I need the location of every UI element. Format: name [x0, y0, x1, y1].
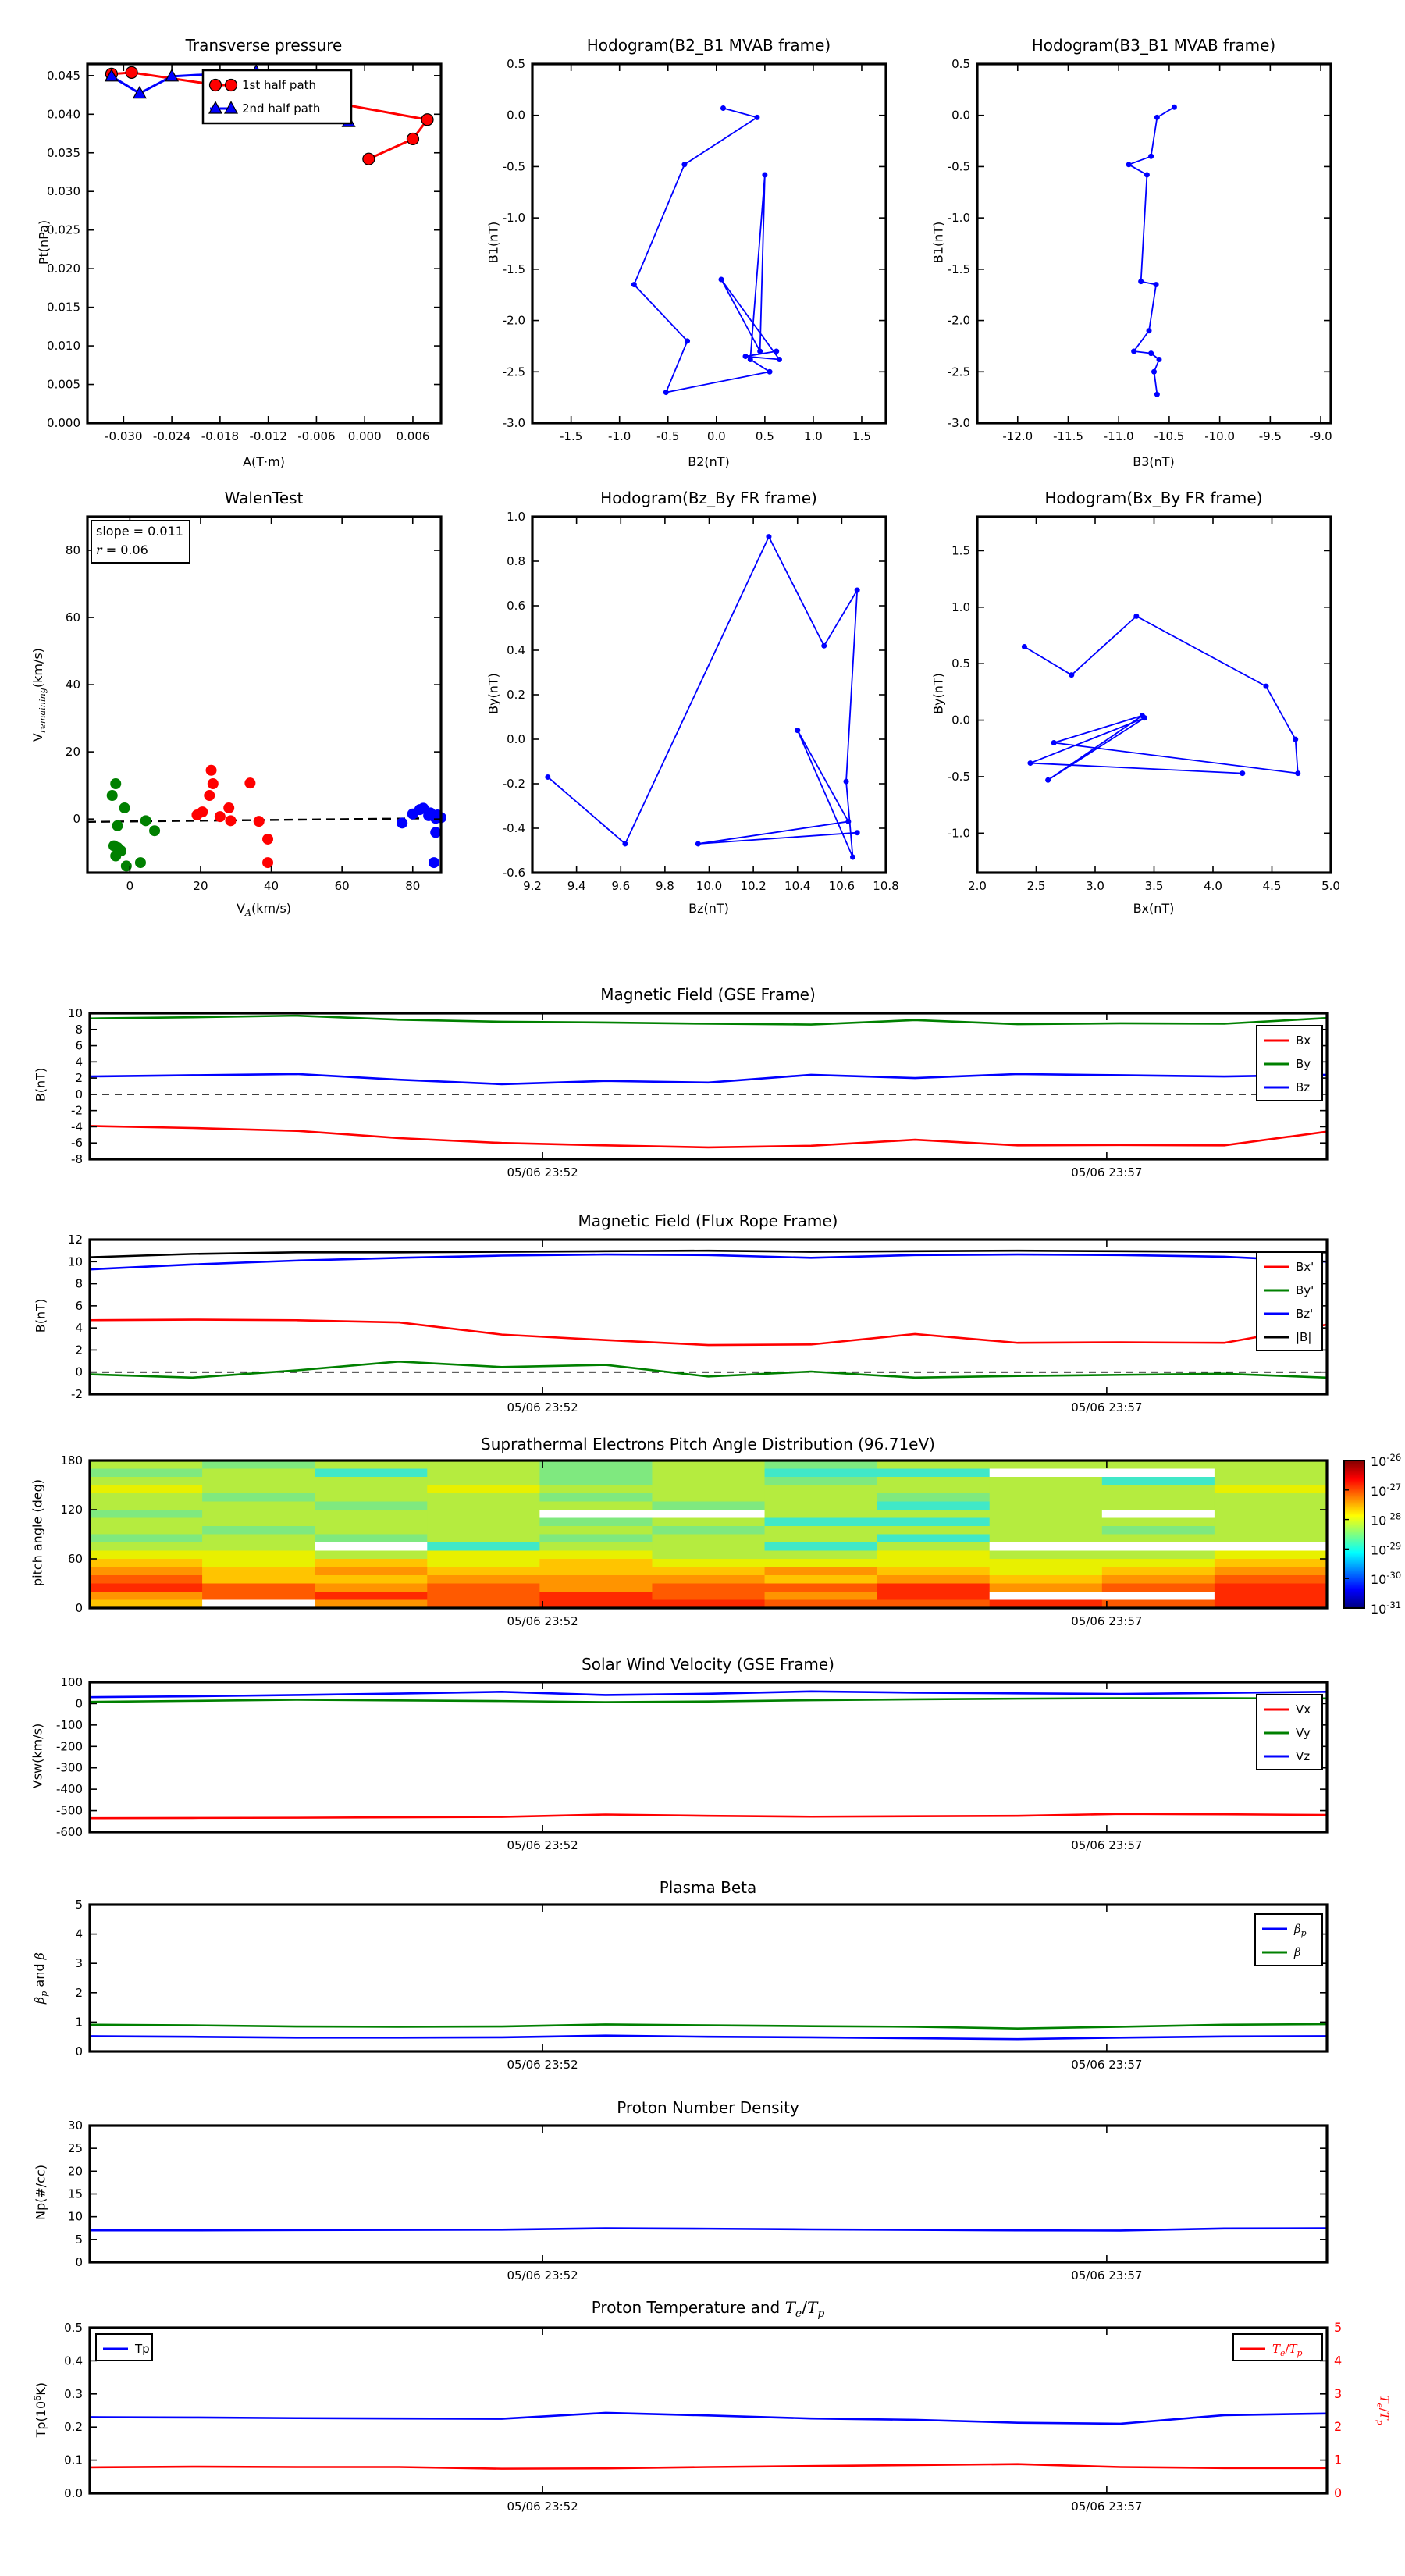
svg-text:9.2: 9.2	[523, 879, 542, 893]
svg-text:1.0: 1.0	[951, 600, 970, 614]
svg-text:60: 60	[65, 610, 80, 625]
svg-text:9.8: 9.8	[655, 879, 674, 893]
svg-text:05/06 23:57: 05/06 23:57	[1071, 2268, 1143, 2282]
svg-text:2: 2	[1334, 2419, 1343, 2435]
svg-text:05/06 23:57: 05/06 23:57	[1071, 1614, 1143, 1628]
svg-text:-1.5: -1.5	[947, 262, 970, 276]
svg-text:-500: -500	[55, 1803, 83, 1818]
title-hodogram-bzby: Hodogram(Bz_By FR frame)	[600, 489, 817, 507]
svg-text:-9.5: -9.5	[1258, 429, 1282, 443]
svg-text:-11.0: -11.0	[1103, 429, 1134, 443]
svg-text:0: 0	[75, 1364, 83, 1379]
title-hodogram-b3b1: Hodogram(B3_B1 MVAB frame)	[1031, 36, 1276, 55]
svg-text:10.2: 10.2	[740, 879, 767, 893]
svg-text:-0.030: -0.030	[105, 429, 143, 443]
xlabel-a-tm: A(T·m)	[243, 454, 285, 469]
svg-text:-1.5: -1.5	[502, 262, 525, 276]
svg-text:1: 1	[75, 2015, 83, 2030]
svg-text:1.5: 1.5	[852, 429, 871, 443]
svg-text:4.5: 4.5	[1262, 879, 1282, 893]
svg-text:10: 10	[67, 2209, 83, 2224]
panel-12	[64, 2320, 1342, 2514]
title-plasma-beta: Plasma Beta	[659, 1878, 757, 1897]
svg-text:-600: -600	[55, 1825, 83, 1839]
svg-text:0.5: 0.5	[755, 429, 774, 443]
svg-text:Bx: Bx	[1296, 1034, 1311, 1048]
xlabel-b3: B3(nT)	[1133, 454, 1175, 469]
ylabel-pt: Pt(nPa)	[36, 219, 52, 265]
panel-8	[60, 1453, 1327, 1628]
xlabel-va: $V_A(km/s)$	[236, 901, 292, 919]
svg-text:20: 20	[65, 745, 80, 760]
title-solar-wind: Solar Wind Velocity (GSE Frame)	[582, 1655, 834, 1674]
ylabel-vsw: Vsw(km/s)	[30, 1723, 45, 1789]
svg-text:-300: -300	[55, 1760, 83, 1775]
svg-text:0.0: 0.0	[64, 2486, 83, 2500]
svg-text:5: 5	[1334, 2320, 1343, 2335]
svg-text:-10.0: -10.0	[1204, 429, 1236, 443]
title-pitch-angle: Suprathermal Electrons Pitch Angle Distribution (96.71eV)	[481, 1435, 935, 1453]
svg-text:-8: -8	[71, 1152, 83, 1166]
ylabel-by-p5: By(nT)	[486, 673, 501, 714]
svg-text:1: 1	[1334, 2452, 1343, 2467]
svg-text:05/06 23:57: 05/06 23:57	[1071, 2500, 1143, 2514]
svg-text:8: 8	[75, 1276, 83, 1291]
svg-text:-0.012: -0.012	[249, 429, 287, 443]
svg-text:80: 80	[405, 879, 421, 893]
svg-text:0: 0	[75, 1696, 83, 1711]
svg-text:-0.024: -0.024	[152, 429, 191, 443]
ylabel-vremaining: $V_{remaining}(km/s)$	[30, 648, 48, 742]
svg-text:-1.0: -1.0	[502, 211, 525, 226]
svg-text:Tp: Tp	[135, 2342, 150, 2356]
svg-text:-1.0: -1.0	[947, 211, 970, 226]
svg-text:-0.006: -0.006	[297, 429, 336, 443]
svg-text:-0.6: -0.6	[502, 866, 525, 880]
title-hodogram-b2b1: Hodogram(B2_B1 MVAB frame)	[586, 36, 831, 55]
svg-text:4: 4	[75, 1055, 83, 1069]
ylabel-tp: $Tp(10^6K)$	[32, 2382, 49, 2438]
svg-text:Bx': Bx'	[1296, 1260, 1314, 1274]
xlabel-b2: B2(nT)	[688, 454, 730, 469]
svg-text:05/06 23:57: 05/06 23:57	[1071, 1400, 1143, 1414]
svg-text:05/06 23:52: 05/06 23:52	[507, 1165, 578, 1179]
svg-text:-2.5: -2.5	[502, 365, 525, 379]
ylabel-np: Np(#/cc)	[33, 2165, 48, 2220]
svg-text:05/06 23:52: 05/06 23:52	[507, 1400, 578, 1414]
panel-9	[56, 1675, 1327, 1852]
svg-text:-1.5: -1.5	[560, 429, 583, 443]
svg-text:0.2: 0.2	[507, 688, 525, 702]
svg-text:9.6: 9.6	[611, 879, 631, 893]
svg-text:10-28: $10^{-28}$	[1371, 1510, 1402, 1528]
svg-text:05/06 23:57: 05/06 23:57	[1071, 1165, 1143, 1179]
svg-text:0.2: 0.2	[64, 2420, 83, 2435]
svg-text:10-30: $10^{-30}$	[1371, 1570, 1402, 1588]
xlabel-bx: Bx(nT)	[1133, 901, 1175, 916]
svg-text:0: 0	[1334, 2485, 1343, 2500]
svg-text:-0.5: -0.5	[656, 429, 680, 443]
ylabel-by-p6: By(nT)	[930, 673, 946, 714]
svg-text:-9.0: -9.0	[1309, 429, 1332, 443]
svg-text:1st half path: 1st half path	[242, 78, 317, 92]
svg-text:0: 0	[73, 812, 80, 827]
svg-text:0.025: 0.025	[47, 222, 80, 237]
svg-text:120: 120	[60, 1503, 83, 1517]
svg-text:12: 12	[67, 1233, 83, 1247]
title-hodogram-bxby: Hodogram(Bx_By FR frame)	[1044, 489, 1263, 507]
svg-text:-1.0: -1.0	[608, 429, 631, 443]
svg-text:0.020: 0.020	[47, 262, 80, 276]
svg-text:Bz': Bz'	[1296, 1307, 1314, 1321]
svg-text:5: 5	[75, 1898, 83, 1912]
title-mf-fluxrope: Magnetic Field (Flux Rope Frame)	[578, 1212, 838, 1230]
ylabel-b1-p2: B1(nT)	[486, 221, 501, 264]
svg-text:3: 3	[1334, 2386, 1343, 2401]
svg-text:3.0: 3.0	[1086, 879, 1104, 893]
panel-4	[503, 510, 899, 893]
svg-text:0.006: 0.006	[396, 429, 430, 443]
svg-text:2: 2	[75, 1071, 83, 1086]
svg-text:8: 8	[75, 1022, 83, 1037]
svg-text:4.0: 4.0	[1204, 879, 1222, 893]
ylabel-b-frf: B(nT)	[33, 1298, 48, 1333]
panel-7	[68, 1233, 1327, 1414]
svg-text:-2.0: -2.0	[947, 313, 970, 328]
svg-text:0.005: 0.005	[47, 377, 80, 392]
svg-text:-2: -2	[71, 1387, 83, 1401]
svg-text:0: 0	[75, 2044, 83, 2058]
svg-text:4: 4	[1334, 2353, 1343, 2368]
svg-text:-0.2: -0.2	[502, 777, 525, 791]
svg-text:-0.4: -0.4	[502, 821, 525, 835]
svg-text:β: β	[1294, 1945, 1301, 1959]
svg-text:0.5: 0.5	[64, 2321, 83, 2335]
svg-text:10-27: $10^{-27}$	[1371, 1481, 1402, 1499]
svg-text:0.0: 0.0	[706, 429, 726, 443]
svg-text:-3.0: -3.0	[947, 416, 970, 430]
title-proton-temperature: Proton Temperature and $T_e/T_p$	[591, 2298, 825, 2320]
svg-text:4: 4	[75, 1927, 83, 1941]
panel-3	[66, 517, 446, 893]
svg-text:05/06 23:52: 05/06 23:52	[507, 2500, 578, 2514]
svg-text:0.010: 0.010	[47, 339, 80, 354]
svg-text:10.4: 10.4	[784, 879, 811, 893]
svg-text:0.5: 0.5	[951, 656, 970, 671]
svg-text:0.0: 0.0	[951, 108, 970, 123]
svg-text:0.1: 0.1	[64, 2453, 83, 2467]
svg-text:9.4: 9.4	[567, 879, 586, 893]
title-mf-gse: Magnetic Field (GSE Frame)	[600, 985, 816, 1004]
svg-text:80: 80	[65, 543, 80, 558]
svg-text:-400: -400	[55, 1782, 83, 1797]
svg-text:0.4: 0.4	[507, 643, 525, 657]
svg-text:6: 6	[75, 1298, 83, 1313]
svg-text:0.040: 0.040	[47, 107, 80, 122]
svg-text:0: 0	[75, 2255, 83, 2269]
svg-text:2.0: 2.0	[968, 879, 987, 893]
svg-text:0: 0	[75, 1601, 83, 1615]
svg-text:-2: -2	[71, 1103, 83, 1118]
svg-text:25: 25	[67, 2141, 83, 2156]
svg-text:-200: -200	[55, 1739, 83, 1754]
svg-text:60: 60	[334, 879, 350, 893]
svg-text:05/06 23:52: 05/06 23:52	[507, 1614, 578, 1628]
svg-text:Vz: Vz	[1296, 1749, 1311, 1763]
svg-text:05/06 23:52: 05/06 23:52	[507, 1838, 578, 1852]
panel-6	[68, 1006, 1327, 1179]
svg-text:-10.5: -10.5	[1154, 429, 1185, 443]
ylabel-beta: $\beta_p$ and β	[31, 1952, 50, 2005]
svg-text:100: 100	[60, 1675, 83, 1689]
svg-text:By: By	[1296, 1057, 1311, 1071]
svg-text:0.000: 0.000	[47, 416, 80, 430]
svg-text:Vx: Vx	[1296, 1703, 1311, 1717]
panel-2	[948, 57, 1332, 443]
svg-text:-2.5: -2.5	[947, 365, 970, 379]
ylabel-b-gse: B(nT)	[33, 1067, 48, 1102]
ylabel-tetp-right: $T_e/T_p$	[1375, 2395, 1392, 2425]
svg-text:40: 40	[65, 678, 80, 692]
svg-text:0.5: 0.5	[951, 57, 970, 71]
svg-text:2: 2	[75, 1985, 83, 2000]
svg-text:10.8: 10.8	[873, 879, 899, 893]
svg-text:10.0: 10.0	[695, 879, 723, 893]
svg-text:4: 4	[75, 1321, 83, 1336]
ylabel-pitch-angle: pitch angle (deg)	[30, 1479, 45, 1587]
svg-text:1.0: 1.0	[803, 429, 823, 443]
svg-text:0.3: 0.3	[64, 2386, 83, 2401]
xlabel-bz: Bz(nT)	[688, 901, 729, 916]
svg-text:1.5: 1.5	[951, 543, 970, 558]
svg-text:180: 180	[60, 1453, 83, 1468]
svg-text:10-31: $10^{-31}$	[1371, 1599, 1402, 1617]
svg-text:-0.5: -0.5	[947, 159, 970, 174]
svg-text:2nd half path: 2nd half path	[242, 101, 321, 116]
svg-text:Te/Tp: $T_e/T_p$	[1272, 2342, 1303, 2358]
svg-text:3: 3	[75, 1956, 83, 1971]
svg-text:2: 2	[75, 1343, 83, 1357]
panel-0	[47, 64, 441, 443]
svg-text:By': By'	[1296, 1283, 1314, 1297]
svg-text:-4: -4	[71, 1119, 83, 1134]
svg-text:40: 40	[264, 879, 279, 893]
title-walen-test: WalenTest	[224, 489, 304, 507]
svg-text:3.5: 3.5	[1144, 879, 1164, 893]
svg-text:0.6: 0.6	[507, 599, 525, 613]
title-proton-density: Proton Number Density	[617, 2098, 799, 2117]
title-transverse-pressure: Transverse pressure	[185, 36, 343, 55]
svg-text:0: 0	[126, 879, 134, 893]
svg-text:15: 15	[67, 2186, 83, 2201]
svg-text:0.0: 0.0	[507, 732, 525, 746]
svg-text:20: 20	[193, 879, 208, 893]
svg-text:0.0: 0.0	[951, 713, 970, 728]
svg-text:0.000: 0.000	[347, 429, 382, 443]
svg-text:10-29: $10^{-29}$	[1371, 1540, 1402, 1558]
svg-text:0.015: 0.015	[47, 300, 80, 315]
svg-text:-6: -6	[71, 1136, 83, 1151]
svg-text:-12.0: -12.0	[1002, 429, 1033, 443]
panel-11	[68, 2119, 1327, 2282]
svg-text:2.5: 2.5	[1026, 879, 1046, 893]
svg-text:βp: $\beta_p$	[1294, 1922, 1307, 1938]
svg-text:60: 60	[67, 1552, 83, 1566]
svg-text:1.0: 1.0	[507, 510, 525, 524]
svg-text:0.0: 0.0	[507, 108, 525, 123]
panel-5	[948, 517, 1340, 893]
svg-text:-1.0: -1.0	[947, 826, 970, 841]
svg-text:-0.018: -0.018	[201, 429, 240, 443]
svg-text:Vy: Vy	[1296, 1726, 1311, 1740]
panel-1	[503, 57, 886, 443]
svg-text:20: 20	[67, 2164, 83, 2179]
svg-text:10.6: 10.6	[828, 879, 855, 893]
svg-text:0: 0	[75, 1087, 83, 1101]
ylabel-b1-p3: B1(nT)	[930, 221, 946, 264]
svg-text:10: 10	[67, 1254, 83, 1269]
svg-text:-2.0: -2.0	[502, 313, 525, 328]
svg-text:5.0: 5.0	[1321, 879, 1340, 893]
svg-text:05/06 23:57: 05/06 23:57	[1071, 1838, 1143, 1852]
svg-text:5: 5	[75, 2232, 83, 2247]
svg-text:05/06 23:52: 05/06 23:52	[507, 2268, 578, 2282]
colorbar	[1344, 1452, 1401, 1617]
svg-text:-11.5: -11.5	[1053, 429, 1083, 443]
svg-text:-3.0: -3.0	[502, 416, 525, 430]
svg-text:10-26: $10^{-26}$	[1371, 1452, 1402, 1469]
svg-text:0.5: 0.5	[507, 57, 525, 71]
svg-text:-100: -100	[55, 1717, 83, 1732]
svg-text:0.035: 0.035	[47, 145, 80, 160]
panel-10	[75, 1898, 1327, 2072]
svg-text:-0.5: -0.5	[502, 159, 525, 174]
walen-annotation: slope = 0.011 r = 0.06	[91, 520, 190, 564]
svg-text:0.045: 0.045	[47, 68, 80, 83]
svg-text:0.030: 0.030	[47, 184, 80, 199]
svg-text:30: 30	[67, 2119, 83, 2133]
svg-text:05/06 23:57: 05/06 23:57	[1071, 2058, 1143, 2072]
svg-text:05/06 23:52: 05/06 23:52	[507, 2058, 578, 2072]
svg-text:6: 6	[75, 1038, 83, 1053]
svg-text:0.8: 0.8	[507, 554, 525, 568]
svg-text:Bz: Bz	[1296, 1080, 1311, 1094]
svg-text:10: 10	[67, 1006, 83, 1020]
svg-text:-0.5: -0.5	[947, 769, 970, 784]
svg-text:|B|: |B|	[1296, 1330, 1312, 1344]
svg-text:0.4: 0.4	[64, 2354, 83, 2368]
